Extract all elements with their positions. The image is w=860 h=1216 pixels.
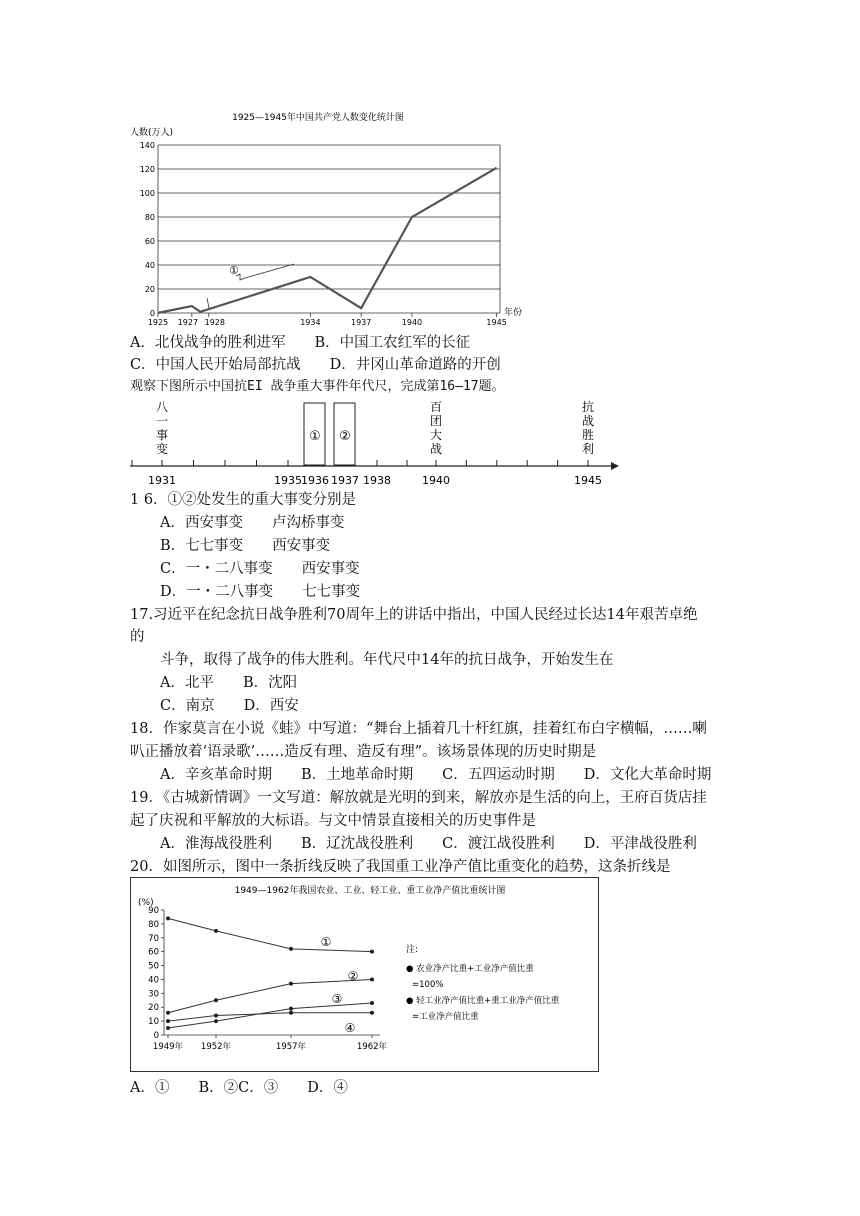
chart2-x-tick-label: 1957年 xyxy=(275,1042,307,1052)
q15-option-line-1: A．北伐战争的胜利进军 B．中国工农红军的长征 xyxy=(130,335,471,351)
chart2-data-point xyxy=(214,1014,218,1018)
timeline-year-label: 1945 xyxy=(574,474,602,487)
chart2-note-title: 注: xyxy=(406,945,419,955)
timeline-event-char: 团 xyxy=(429,414,443,428)
chart2-note-1b: =100% xyxy=(412,980,444,990)
timeline-arrow xyxy=(611,462,619,470)
chart2-x-tick-label: 1952年 xyxy=(200,1042,232,1052)
q17-stem-2: 的 xyxy=(130,629,145,645)
chart2-data-point xyxy=(370,977,374,981)
timeline-event-char: 事 xyxy=(155,428,169,442)
chart2-x-tick-label: 1949年 xyxy=(152,1042,184,1052)
q18-options: A．辛亥革命时期 B．土地革命时期 C．五四运动时期 D．文化大革命时期 xyxy=(160,767,712,783)
timeline-event-char: 八 xyxy=(155,400,169,414)
chart2-series-label: ④ xyxy=(344,1021,356,1035)
chart2-data-point xyxy=(289,982,293,986)
timeline-event-char: 百 xyxy=(429,400,443,414)
chart1-y-tick-label: 20 xyxy=(144,285,155,294)
chart1-marker-tick xyxy=(207,298,209,308)
chart1-y-tick-label: 60 xyxy=(144,237,155,246)
chart2-series-label: ② xyxy=(347,969,359,983)
chart2-note-2a: ● 轻工业净产值比重+重工业净产值比重 xyxy=(406,996,560,1006)
chart1-x-tick-label: 1945 xyxy=(486,318,507,327)
q18-stem-2: 叭正播放着‘语录歌’……造反有理、造反有理”。该场景体现的历史时期是 xyxy=(130,744,597,760)
chart2-series-label: ③ xyxy=(331,992,343,1006)
chart2-x-tick-label: 1962年 xyxy=(356,1042,388,1052)
intro-16-17: 观察下图所示中国抗EI 战争重大事件年代尺，完成第16—17题。 xyxy=(130,379,505,394)
q17-option-ab: A．北平 B．沈阳 xyxy=(160,675,298,691)
q16-stem: 1 6．①②处发生的重大事变分别是 xyxy=(130,492,357,508)
timeline-chart xyxy=(125,398,625,488)
chart2-data-point xyxy=(166,1026,170,1030)
chart1-title: 1925—1945年中国共产党人数变化统计图 xyxy=(232,113,404,123)
chart2-data-point xyxy=(166,1011,170,1015)
chart1-x-tick-label: 1925 xyxy=(147,318,169,327)
event-box-2-label: ② xyxy=(339,429,351,444)
timeline-year-label: 1935 xyxy=(274,474,302,487)
q16-option-a: A．西安事变 卢沟桥事变 xyxy=(160,515,345,531)
q19-stem-2: 起了庆祝和平解放的大标语。与文中情景直接相关的历史事件是 xyxy=(130,813,536,829)
timeline-event-char: 一 xyxy=(155,414,169,428)
chart2-data-point xyxy=(214,929,218,933)
chart2-y-tick-label: 80 xyxy=(148,919,159,930)
chart1-x-ticks xyxy=(148,313,507,327)
timeline-year-label: 1937 xyxy=(331,474,359,487)
q20-options: A．① B．②C．③ D．④ xyxy=(130,1080,348,1096)
chart1-y-tick-label: 80 xyxy=(144,213,155,222)
party-members-chart xyxy=(118,108,638,328)
chart2-y-tick-label: 90 xyxy=(148,906,159,916)
chart1-y-ticks xyxy=(140,141,155,318)
chart2-data-point xyxy=(289,1007,293,1011)
chart2-data-point xyxy=(214,998,218,1002)
chart2-y-tick-label: 60 xyxy=(148,947,159,958)
chart1-series-line xyxy=(158,168,497,313)
timeline-event-char: 战 xyxy=(429,442,443,456)
chart2-y-tick-label: 70 xyxy=(148,933,159,944)
timeline-event-char: 胜 xyxy=(581,428,595,442)
q16-option-c: C．一・二八事变 西安事变 xyxy=(160,561,360,577)
chart2-y-tick-label: 0 xyxy=(153,1031,159,1041)
chart2-y-tick-label: 20 xyxy=(148,1003,159,1014)
chart1-x-tick-label: 1937 xyxy=(350,318,372,327)
chart1-x-tick-label: 1927 xyxy=(177,318,199,327)
chart1-marker-bracket xyxy=(236,264,294,280)
timeline-year-label: 1936 xyxy=(301,474,329,487)
chart1-x-tick-label: 1928 xyxy=(204,318,225,327)
q17-option-cd: C．南京 D．西安 xyxy=(160,698,299,714)
timeline-event-char: 战 xyxy=(581,414,595,428)
chart1-xlabel: 年份 xyxy=(504,308,523,318)
chart2-series-label: ① xyxy=(320,935,332,949)
chart1-x-tick-label: 1940 xyxy=(401,318,423,327)
chart1-y-tick-label: 120 xyxy=(139,165,155,174)
chart1-y-tick-label: 140 xyxy=(139,141,155,150)
timeline-events xyxy=(156,399,594,456)
chart1-x-tick-label: 1934 xyxy=(300,318,321,327)
q20-stem: 20．如图所示，图中一条折线反映了我国重工业净产值比重变化的趋势，这条折线是 xyxy=(130,859,671,875)
timeline-year-label: 1940 xyxy=(422,474,450,487)
timeline-event-char: 变 xyxy=(155,442,169,456)
timeline-ticks xyxy=(132,460,602,487)
chart2-data-point xyxy=(214,1019,218,1023)
q17-stem-1: 17.习近平在纪念抗日战争胜利70周年上的讲话中指出，中国人民经过长达14年艰苦卓绝 xyxy=(130,607,698,623)
chart1-ylabel: 人数(万人) xyxy=(130,128,174,138)
industry-share-chart xyxy=(130,877,600,1073)
q19-stem-1: 19．《古城新情调》一文写道：解放就是光明的到来，解放亦是生活的向上，王府百货店挂 xyxy=(130,790,707,806)
chart2-y-tick-label: 50 xyxy=(148,961,159,972)
q17-stem-3: 斗争，取得了战争的伟大胜利。年代尺中14年的抗日战争，开始发生在 xyxy=(160,652,614,668)
chart2-y-tick-label: 40 xyxy=(148,975,159,986)
chart2-data-point xyxy=(370,950,374,954)
timeline-year-label: 1931 xyxy=(148,474,176,487)
chart1-y-tick-label: 100 xyxy=(139,189,155,198)
q19-options: A．淮海战役胜利 B．辽沈战役胜利 C．渡江战役胜利 D．平津战役胜利 xyxy=(160,836,697,852)
chart2-data-point xyxy=(370,1001,374,1005)
chart2-data-point xyxy=(370,1011,374,1015)
timeline-event-char: 抗 xyxy=(581,400,595,414)
timeline-event-char: 大 xyxy=(429,428,443,442)
timeline-event-char: 利 xyxy=(581,442,595,456)
chart2-ylabel: (%) xyxy=(138,898,154,908)
q18-stem-1: 18．作家莫言在小说《蛙》中写道：“舞台上插着几十杆红旗，挂着红布白字横幅，……喇 xyxy=(130,721,707,737)
timeline-year-label: 1938 xyxy=(363,474,391,487)
chart2-y-tick-label: 10 xyxy=(148,1017,159,1028)
chart2-data-point xyxy=(166,1019,170,1023)
chart2-data-point xyxy=(289,1011,293,1015)
event-box-1-label: ① xyxy=(309,429,321,444)
chart1-y-tick-label: 40 xyxy=(144,261,155,270)
chart2-data-point xyxy=(166,916,170,920)
chart2-y-tick-label: 30 xyxy=(148,989,159,1000)
q16-option-d: D．一・二八事变 七七事变 xyxy=(160,584,361,600)
chart1-marker: ① xyxy=(229,264,239,277)
q15-option-line-2: C．中国人民开始局部抗战 D．井冈山革命道路的开创 xyxy=(130,357,501,373)
chart2-title: 1949—1962年我国农业、工业、轻工业、重工业净产值比重统计图 xyxy=(234,886,506,896)
chart1-y-tick-label: 0 xyxy=(149,309,155,318)
chart2-data-point xyxy=(289,947,293,951)
chart2-note-2b: =工业净产值比重 xyxy=(412,1012,479,1022)
q16-option-b: B．七七事变 西安事变 xyxy=(160,538,331,554)
chart2-note-1a: ● 农业净产比重+工业净产值比重 xyxy=(406,964,534,974)
